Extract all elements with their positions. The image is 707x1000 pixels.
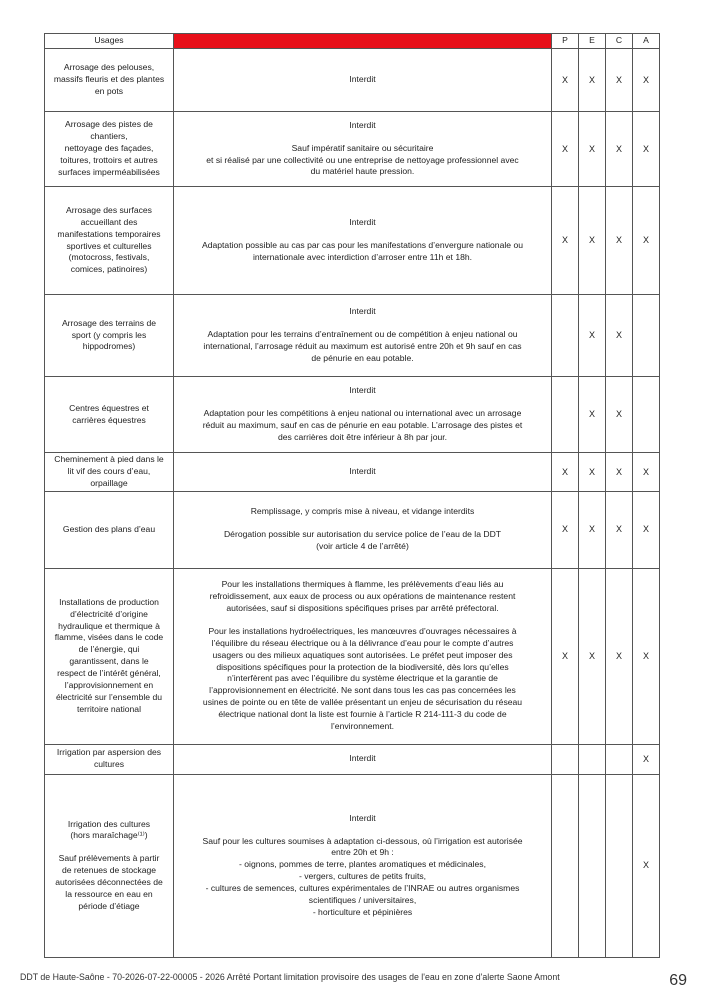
usage-line: sport (y compris les [71,329,147,340]
usage-line: (hors maraîchage⁽¹⁾) [70,830,148,841]
usage-line: de l’énergie, qui [78,644,140,655]
rule-line: - vergers, cultures de petits fruits, [298,871,427,882]
rule-line: usagers ou des milieux aquatiques sont autorisées. Le préfet peut imposer des [212,649,513,660]
level-a-cell: X [633,774,660,957]
usage-line: Arrosage des pelouses, [63,62,155,73]
rule-line: internationale avec interdiction d’arroser entre 11h et 18h. [252,251,473,262]
usage-line: hydraulique et thermique à [58,620,160,631]
usage-line: période d’étiage [78,900,140,911]
level-a-cell [633,295,660,377]
rule-line: Interdit [349,119,376,130]
usage-line: (motocross, festivals, [68,252,150,263]
level-a-cell: X [633,49,660,112]
usage-line: nettoyage des façades, [64,143,154,154]
rule-line [177,615,548,626]
usage-line: Irrigation par aspersion des [56,747,162,758]
rule-line: réduit au maximum, sauf en cas de pénurie en eau potable. L’arrosage des pistes et [202,420,523,430]
level-a-cell: X [633,187,660,295]
crise-rule-cell [174,49,552,112]
crise-rule-cell [174,744,552,774]
level-c-cell: X [606,295,633,377]
usage-line: sportives et culturelles [66,240,152,251]
rule-line [177,518,548,529]
level-e-cell [579,744,606,774]
table-row [45,568,660,744]
footer-text: DDT de Haute-Saône - 70-2026-07-22-00005 - 2026 Arrêté Portant limitation provisoire des usages de l'eau en zone d'alerte Saone Amont [20,972,560,982]
usage-line: cultures [93,759,125,770]
usage-line: massifs fleuris et des plantes [53,74,165,85]
usage-cell [45,774,174,957]
level-a-cell [633,377,660,453]
level-p-cell [552,744,579,774]
level-p-cell: X [552,491,579,568]
crise-rule-cell [174,112,552,187]
usage-line: Arrosage des surfaces [66,204,152,215]
rule-line: des carrières doit être inférieur à 8h par jour. [277,431,448,442]
rule-line: Pour les installations thermiques à flamme, les prélèvements d’eau liés au [221,579,504,590]
rule-line: Adaptation pour les terrains d’entraînement ou de compétition à enjeu national ou [207,329,518,340]
level-c-cell: X [606,491,633,568]
rule-line: (voir article 4 de l’arrêté) [316,541,409,551]
header-crise: Crise [174,34,552,49]
usage-cell [45,377,174,453]
level-e-cell: X [579,568,606,744]
level-a-cell: X [633,112,660,187]
usage-line: garantissent, dans le [69,656,149,667]
usage-cell [45,453,174,492]
usage-line: Installations de production [59,596,159,607]
usage-cell [45,187,174,295]
level-p-cell: X [552,453,579,492]
usage-line: Gestion des plans d’eau [62,523,156,534]
rule-line [177,132,548,143]
usage-cell [45,568,174,744]
page-number: 69 [669,972,687,989]
rule-line: Interdit [349,385,376,396]
level-a-cell: X [633,453,660,492]
table-row [45,491,660,568]
level-p-cell [552,774,579,957]
usage-cell [45,744,174,774]
rule-line: - cultures de semences, cultures expérimentales de l’INRAE ou autres organismes [205,882,520,893]
table-row [45,295,660,377]
usage-line: électricité sur l’ensemble du [55,691,163,702]
level-c-cell: X [606,568,633,744]
rule-line: Interdit [349,306,376,317]
level-e-cell [579,774,606,957]
usage-line: la ressource en eau en [65,888,153,899]
level-c-cell: X [606,377,633,453]
rule-line: Interdit [349,217,376,228]
rule-line: Interdit [349,74,376,85]
crise-rule-cell [174,453,552,492]
header-c: C [606,34,633,49]
usage-line: en pots [94,85,124,96]
level-e-cell: X [579,295,606,377]
table-row [45,49,660,112]
crise-rule-cell [174,491,552,568]
rule-line: de pénurie en eau potable. [311,352,414,363]
usage-line: flamme, visées dans le code [54,632,164,643]
level-a-cell: X [633,744,660,774]
rule-line [177,318,548,329]
usage-line: Centres équestres et [69,402,149,413]
header-a: A [633,34,660,49]
rule-line: et si réalisé par une collectivité ou une entreprise de nettoyage professionnel avec [206,154,519,165]
usage-line: toitures, trottoirs et autres [60,154,158,165]
rule-line: Adaptation pour les compétitions à enjeu national ou international avec un arrosage [203,408,522,419]
level-c-cell: X [606,112,633,187]
rule-line: électrique national dont la liste est fournie à l’article R 214-111-3 du code de [218,709,507,720]
crise-rule-cell [174,187,552,295]
rule-line: refroidissement, aux eaux de process ou aux opérations de maintenance restent [209,591,516,602]
rule-line: entre 20h et 9h : [331,847,394,858]
rule-line: Remplissage, y compris mise à niveau, et vidange interdits [250,506,475,517]
rule-line: - horticulture et pépinières [312,906,413,917]
usage-line: surfaces imperméabilisées [58,166,160,177]
rule-line: Interdit [349,812,376,823]
level-p-cell: X [552,568,579,744]
rule-line: n’interfèrent pas avec l’équilibre du système électrique et la garantie de [227,673,498,684]
usage-line: Arrosage des terrains de [61,317,157,328]
usage-line: d’électricité d’origine [70,608,148,619]
rule-line: scientifiques / universitaires, [308,894,417,905]
level-c-cell: X [606,49,633,112]
usage-line: l’approvisionnement en [64,679,154,690]
level-p-cell: X [552,187,579,295]
rule-line: Adaptation possible au cas par cas pour les manifestations d’envergure nationale ou [201,240,524,251]
usage-line: respect de l’intérêt général, [57,667,161,678]
level-e-cell: X [579,377,606,453]
table-row [45,112,660,187]
rule-line: dispositions spécifiques pour la protection de la biodiversité, dès lors qu’elles [216,661,509,672]
rule-line [177,397,548,408]
crise-rule-cell [174,568,552,744]
usage-line: accueillant des [80,216,138,227]
rule-line: Pour les installations hydroélectriques, les manœuvres d’ouvrages nécessaires à [208,626,517,636]
level-e-cell: X [579,112,606,187]
level-p-cell [552,295,579,377]
crise-rule-cell [174,295,552,377]
usage-line: carrières équestres [72,414,146,425]
level-e-cell: X [579,187,606,295]
table-row [45,774,660,957]
level-e-cell: X [579,453,606,492]
level-a-cell: X [633,491,660,568]
level-p-cell: X [552,112,579,187]
usage-line: Sauf prélèvements à partir [58,853,160,864]
crise-rule-cell [174,774,552,957]
crise-rule-cell [174,377,552,453]
usage-cell [45,49,174,112]
rule-line: Interdit [349,465,376,476]
table-row [45,453,660,492]
usage-line: orpaillage [90,477,128,488]
usage-line: Cheminement à pied dans le [54,454,164,464]
rule-line: - oignons, pommes de terre, plantes aromatiques et médicinales, [239,859,486,870]
rule-line: Dérogation possible sur autorisation du service police de l’eau de la DDT [223,529,502,540]
level-p-cell [552,377,579,453]
table-row [45,744,660,774]
rule-line [177,229,548,240]
rule-line: autorisées, sauf si dispositions spécifiques prises par arrêté préfectoral. [226,603,499,614]
header-p: P [552,34,579,49]
usage-line: territoire national [76,703,141,714]
usage-cell [45,491,174,568]
level-c-cell: X [606,453,633,492]
rule-line: Sauf impératif sanitaire ou sécuritaire [291,142,434,153]
level-c-cell [606,774,633,957]
usage-line: hippodromes) [82,341,136,352]
level-c-cell: X [606,187,633,295]
rule-line: du matériel haute pression. [310,166,415,177]
level-e-cell: X [579,49,606,112]
usage-cell [45,112,174,187]
rule-line: Interdit [349,753,376,764]
usage-line: autorisées déconnectées de [55,877,163,887]
usage-line: chantiers, [90,131,128,142]
rule-line: usines de pointe ou en tête de vallée présentant un enjeu de sécurisation du réseau [202,697,523,708]
rule-line [177,825,548,836]
table-row [45,377,660,453]
table-row [45,187,660,295]
level-a-cell: X [633,568,660,744]
usage-line [48,842,170,853]
level-p-cell: X [552,49,579,112]
rule-line: l’équilibre du réseau électrique ou à la délivrance d’eau pour le compte d’autres [211,637,514,648]
header-e: E [579,34,606,49]
rule-line: l’environnement. [330,720,395,731]
usage-line: de retenues de stockage [61,865,157,876]
rule-line: l’approvisionnement en électricité. Ne sont dans tous les cas pas concernées les [209,685,516,696]
usage-restrictions-table [44,33,660,958]
usage-line: lit vif des cours d’eau, [67,465,151,476]
header-row [45,34,660,49]
rule-line: Sauf pour les cultures soumises à adaptation ci-dessous, où l’irrigation est autorisée [202,835,523,846]
level-e-cell: X [579,491,606,568]
level-c-cell [606,744,633,774]
rule-line: international, l’arrosage réduit au maximum est autorisé entre 20h et 9h sauf en cas [203,341,522,351]
usage-cell [45,295,174,377]
usage-line: Arrosage des pistes de [65,119,153,130]
usage-line: comices, patinoires) [70,264,148,275]
usage-line: Irrigation des cultures [67,818,151,829]
header-usages: Usages [45,34,174,49]
usage-line: manifestations temporaires [57,228,161,239]
